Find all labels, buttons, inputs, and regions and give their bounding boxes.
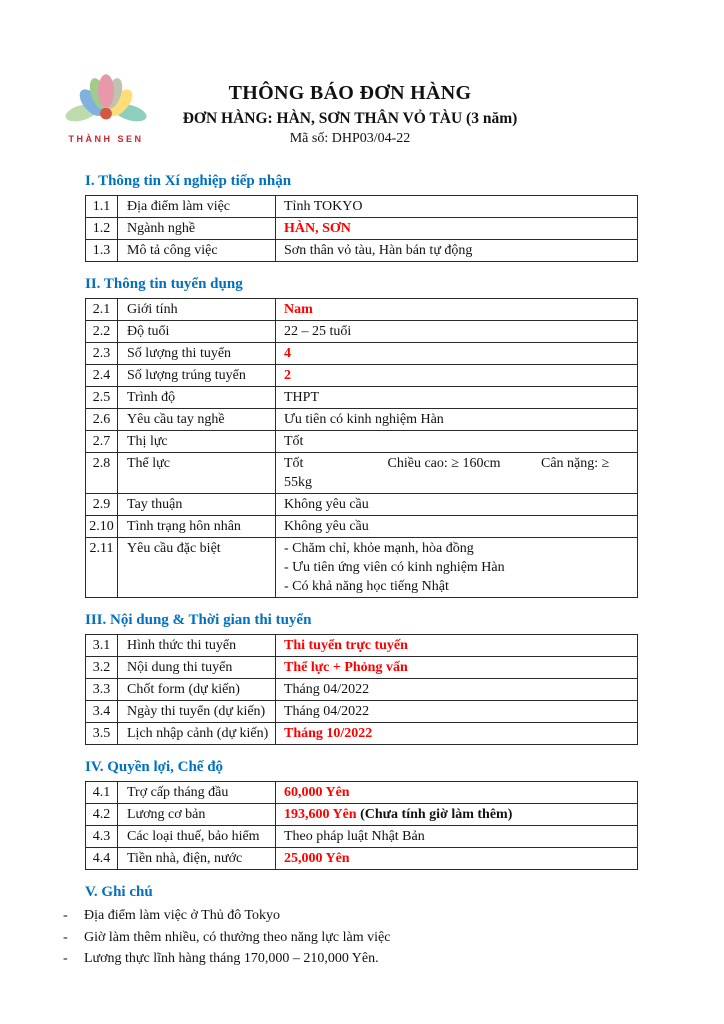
row-number: 3.2	[86, 657, 118, 678]
row-label: Yêu cầu tay nghề	[118, 409, 276, 430]
table-row	[86, 493, 637, 515]
row-value: 22 – 25 tuổi	[284, 324, 352, 339]
row-number: 2.2	[86, 321, 118, 342]
notes-list	[63, 905, 724, 970]
row-label: Số lượng thi tuyển	[118, 343, 276, 364]
requirement-line: - Có khả năng học tiếng Nhật	[284, 579, 449, 594]
table-row	[86, 537, 637, 597]
row-label: Tiền nhà, điện, nước	[118, 848, 276, 869]
table-row	[86, 364, 637, 386]
section-4-table	[85, 781, 638, 870]
row-value-salary	[276, 804, 637, 825]
height-requirement: Chiều cao: ≥ 160cm	[387, 456, 501, 471]
row-number: 4.4	[86, 848, 118, 869]
table-row	[86, 196, 637, 217]
row-number: 3.5	[86, 723, 118, 744]
row-label: Độ tuổi	[118, 321, 276, 342]
row-number: 2.7	[86, 431, 118, 452]
document-subtitle: ĐƠN HÀNG: HÀN, SƠN THÂN VỎ TÀU (3 năm)	[182, 110, 518, 127]
row-label: Tay thuận	[118, 494, 276, 515]
row-value: Ưu tiên có kinh nghiệm Hàn	[284, 412, 444, 427]
table-row	[86, 847, 637, 869]
section-1-heading: I. Thông tin Xí nghiệp tiếp nhận	[85, 173, 292, 189]
row-label: Yêu cầu đặc biệt	[118, 538, 276, 597]
row-label: Thể lực	[118, 453, 276, 493]
row-value: Sơn thân vỏ tàu, Hàn bán tự động	[284, 243, 473, 258]
row-label: Nội dung thi tuyển	[118, 657, 276, 678]
table-row	[86, 452, 637, 493]
row-label: Lịch nhập cảnh (dự kiến)	[118, 723, 276, 744]
section-2-heading: II. Thông tin tuyển dụng	[85, 276, 243, 292]
note-item	[63, 948, 724, 970]
row-number: 2.9	[86, 494, 118, 515]
weight-requirement: Cân nặng: ≥ 55kg	[284, 456, 610, 490]
table-row	[86, 678, 637, 700]
table-row	[86, 722, 637, 744]
row-number: 2.4	[86, 365, 118, 386]
row-label: Hình thức thi tuyển	[118, 635, 276, 656]
note-text: Địa điểm làm việc ở Thủ đô Tokyo	[84, 908, 281, 923]
row-number: 2.3	[86, 343, 118, 364]
row-value: THPT	[284, 390, 319, 405]
row-label: Ngày thi tuyển (dự kiến)	[118, 701, 276, 722]
table-row	[86, 515, 637, 537]
row-number: 2.1	[86, 299, 118, 320]
table-row	[86, 299, 637, 320]
row-number: 2.11	[86, 538, 118, 597]
logo-text: THÀNH SEN	[68, 134, 144, 144]
row-number: 3.1	[86, 635, 118, 656]
row-number: 2.10	[86, 516, 118, 537]
row-label: Trình độ	[118, 387, 276, 408]
table-row	[86, 386, 637, 408]
note-item	[63, 927, 724, 949]
row-label: Giới tính	[118, 299, 276, 320]
row-value: 60,000 Yên	[284, 785, 350, 800]
row-number: 1.1	[86, 196, 118, 217]
row-number: 4.2	[86, 804, 118, 825]
table-row	[86, 635, 637, 656]
row-label: Chốt form (dự kiến)	[118, 679, 276, 700]
row-value: Không yêu cầu	[284, 519, 369, 534]
document-code: Mã số: DHP03/04-22	[289, 131, 411, 146]
row-value-physical	[276, 453, 637, 493]
table-row	[86, 700, 637, 722]
requirement-line: - Chăm chỉ, khỏe mạnh, hòa đồng	[284, 541, 474, 556]
row-value: Tháng 10/2022	[284, 726, 373, 741]
bullet-marker: -	[63, 908, 68, 923]
row-value: Theo pháp luật Nhật Bản	[284, 829, 425, 844]
table-row	[86, 430, 637, 452]
row-label: Số lượng trúng tuyển	[118, 365, 276, 386]
row-value: 2	[284, 368, 291, 383]
row-value: Thể lực + Phỏng vấn	[284, 660, 408, 675]
requirement-line: - Ưu tiên ứng viên có kinh nghiệm Hàn	[284, 560, 505, 575]
row-label: Mô tả công việc	[118, 240, 276, 261]
table-row	[86, 803, 637, 825]
table-row	[86, 656, 637, 678]
row-value: Tháng 04/2022	[284, 704, 370, 719]
table-row	[86, 825, 637, 847]
row-value: Nam	[284, 302, 313, 317]
section-5-heading: V. Ghi chú	[85, 884, 153, 900]
row-label: Lương cơ bản	[118, 804, 276, 825]
row-number: 3.3	[86, 679, 118, 700]
row-value: Không yêu cầu	[284, 497, 369, 512]
lotus-flower-icon	[64, 70, 148, 132]
document-title: THÔNG BÁO ĐƠN HÀNG	[228, 82, 472, 104]
table-row	[86, 239, 637, 261]
table-row	[86, 320, 637, 342]
table-row	[86, 408, 637, 430]
row-number: 2.6	[86, 409, 118, 430]
bullet-marker: -	[63, 929, 68, 945]
fitness-value: Tốt	[284, 456, 304, 471]
row-value-special-requirements	[276, 538, 637, 597]
row-label: Thị lực	[118, 431, 276, 452]
row-number: 2.5	[86, 387, 118, 408]
table-row	[86, 217, 637, 239]
row-number: 1.2	[86, 218, 118, 239]
note-item	[63, 905, 724, 927]
row-label: Các loại thuế, bảo hiểm	[118, 826, 276, 847]
salary-note: (Chưa tính giờ làm thêm)	[360, 807, 513, 822]
row-number: 2.8	[86, 453, 118, 493]
company-logo	[58, 70, 154, 144]
row-label: Trợ cấp tháng đầu	[118, 782, 276, 803]
salary-amount: 193,600 Yên	[284, 807, 357, 822]
row-number: 4.1	[86, 782, 118, 803]
table-row	[86, 342, 637, 364]
row-label: Tình trạng hôn nhân	[118, 516, 276, 537]
section-1-table	[85, 195, 638, 262]
row-number: 1.3	[86, 240, 118, 261]
row-value: Thi tuyển trực tuyến	[284, 638, 408, 653]
section-2-table	[85, 298, 638, 598]
row-number: 4.3	[86, 826, 118, 847]
section-3-heading: III. Nội dung & Thời gian thi tuyển	[85, 612, 312, 628]
section-4-heading: IV. Quyền lợi, Chế độ	[85, 759, 224, 775]
row-value: Tốt	[284, 434, 304, 449]
row-label: Địa điểm làm việc	[118, 196, 276, 217]
row-value: 25,000 Yên	[284, 851, 350, 866]
row-label: Ngành nghề	[118, 218, 276, 239]
row-value: Tỉnh TOKYO	[284, 199, 363, 214]
row-value: HÀN, SƠN	[284, 221, 351, 236]
note-text: Giờ làm thêm nhiều, có thưởng theo năng lực làm việc	[84, 929, 391, 945]
bullet-marker: -	[63, 951, 68, 966]
row-number: 3.4	[86, 701, 118, 722]
row-value: Tháng 04/2022	[284, 682, 370, 697]
table-row	[86, 782, 637, 803]
section-3-table	[85, 634, 638, 745]
row-value: 4	[284, 346, 291, 361]
note-text: Lương thực lĩnh hàng tháng 170,000 – 210,000 Yên.	[84, 951, 379, 966]
